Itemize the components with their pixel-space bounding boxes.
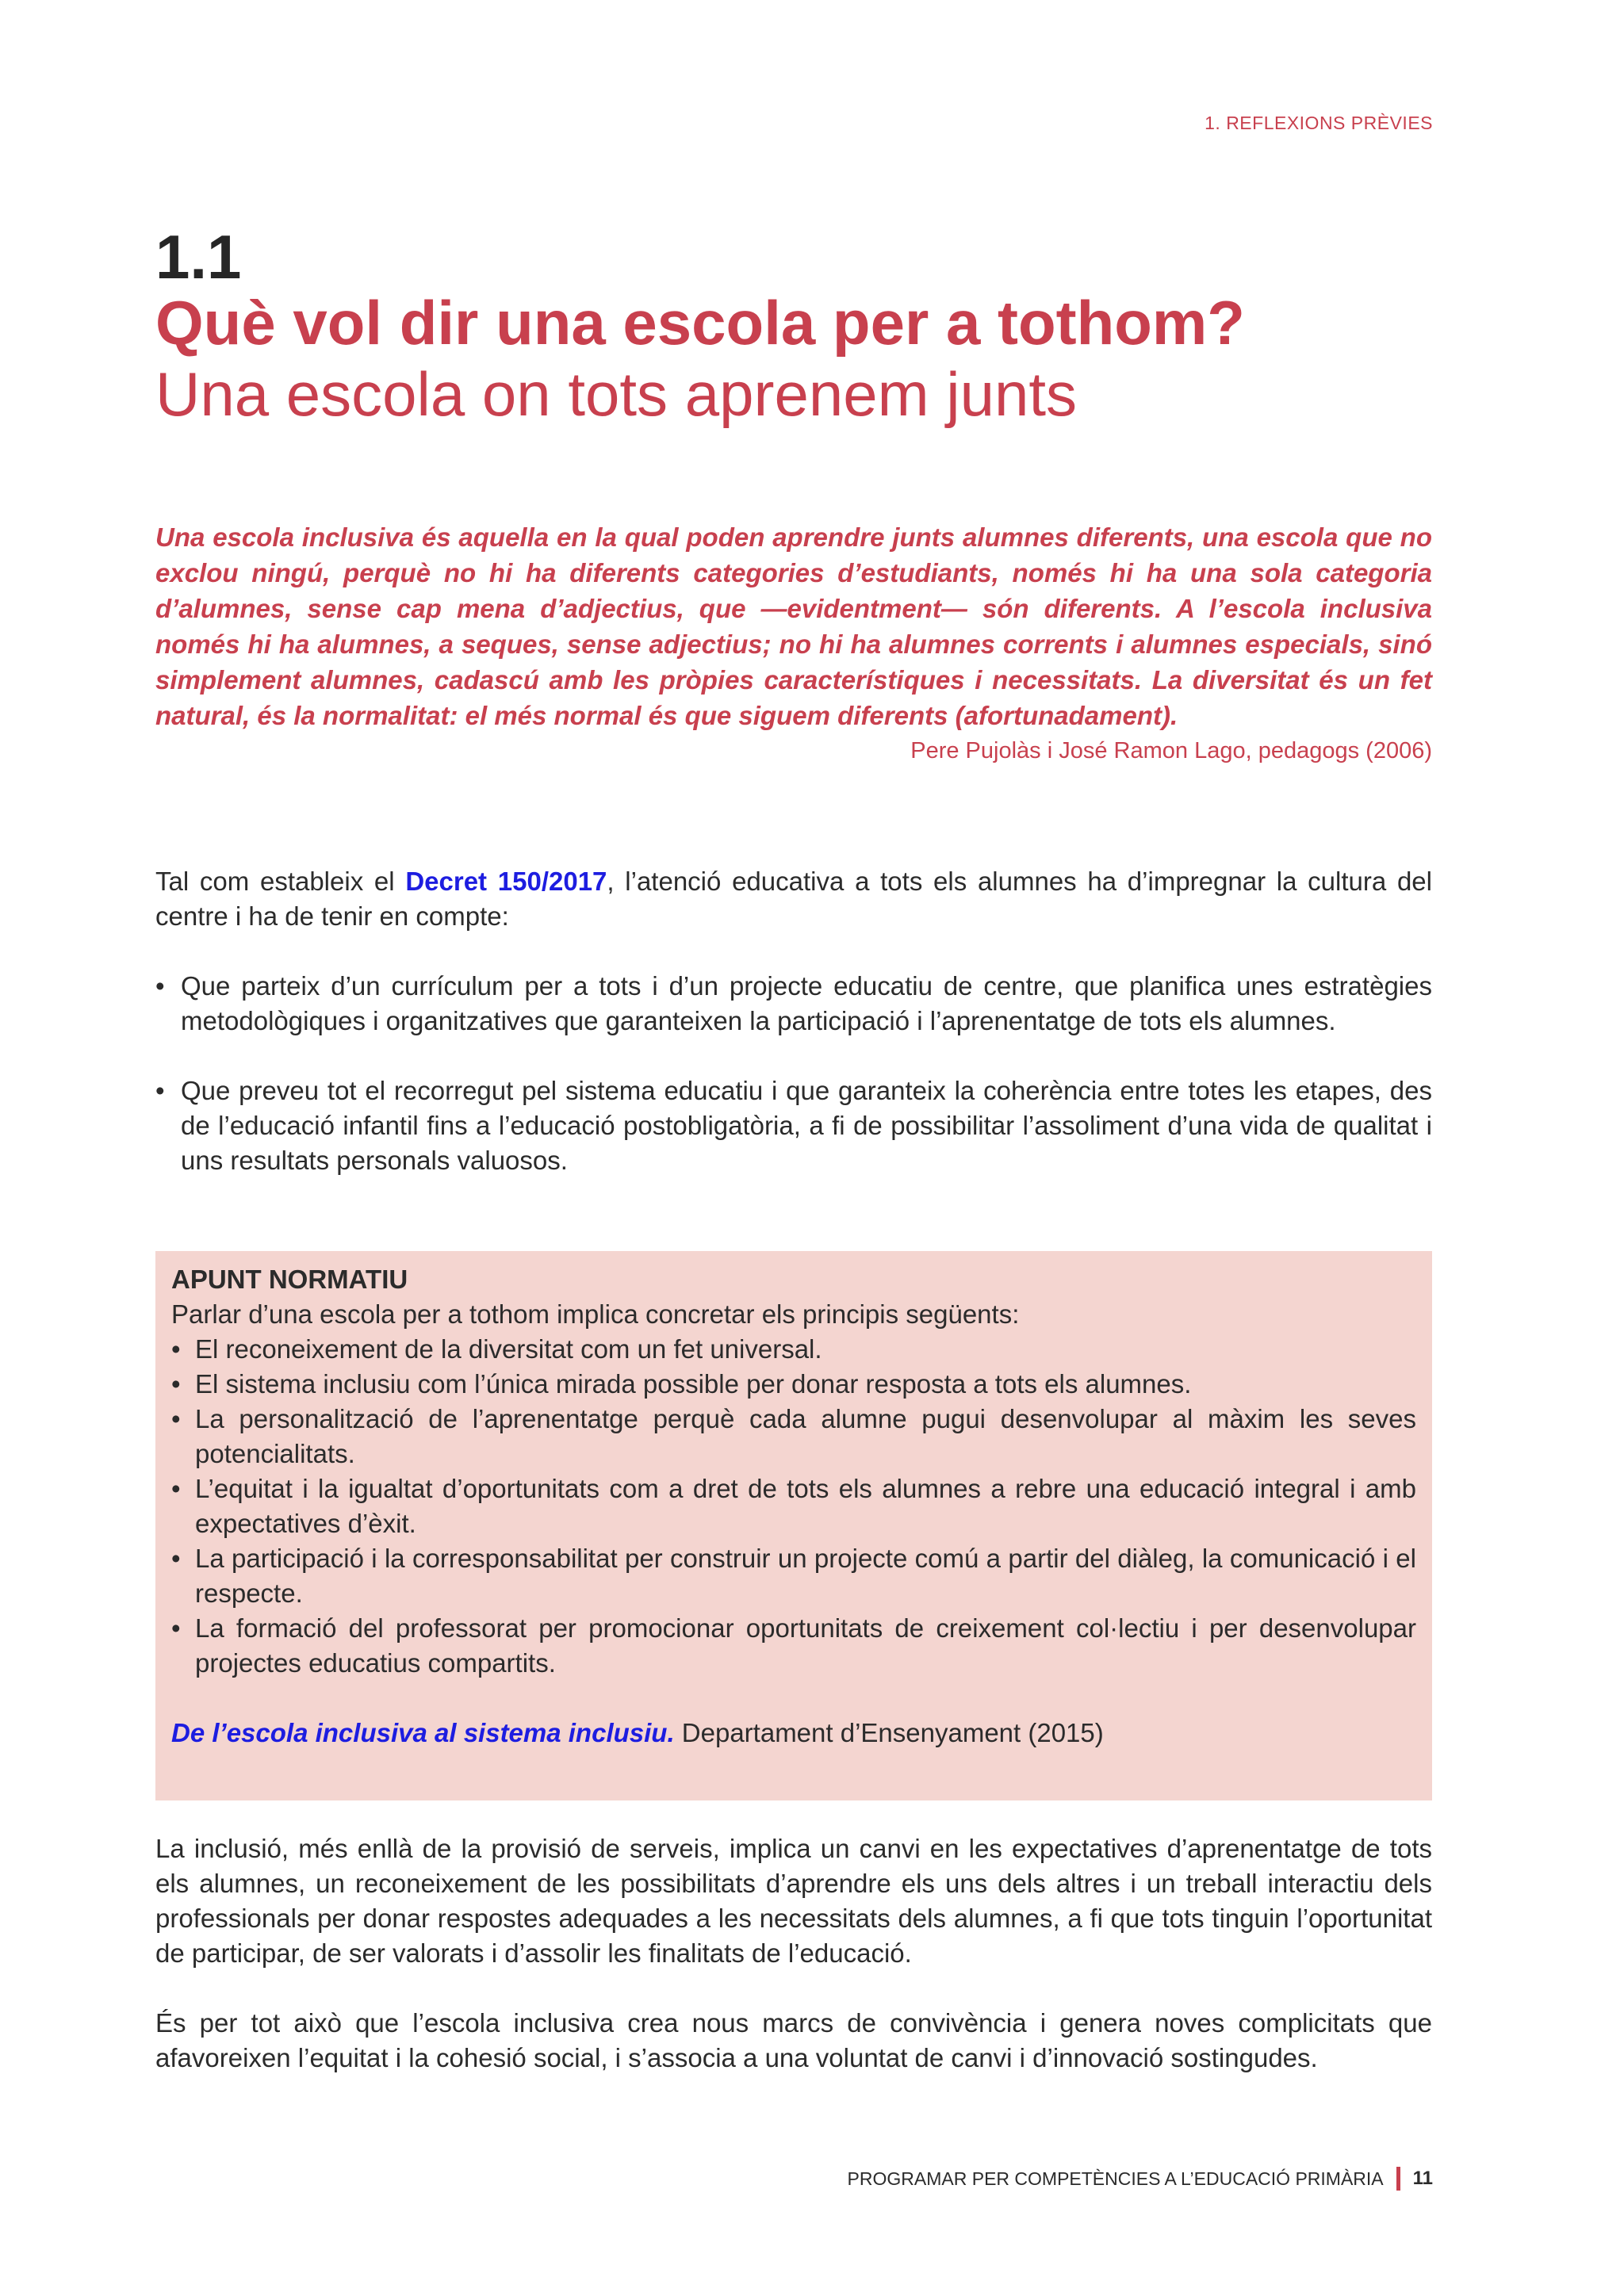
list-item-text: La participació i la corresponsabilitat per construir un projecte comú a partir del diàleg, la comunicació i el respecte. bbox=[195, 1544, 1416, 1608]
decree-link[interactable]: Decret 150/2017 bbox=[405, 867, 607, 896]
list-item bbox=[155, 969, 1432, 1039]
epigraph-quote bbox=[155, 519, 1432, 764]
intro-text-after: , l’atenció educativa a tots els alumnes ha d’impregnar la cultura del centre i ha de tenir en compte: bbox=[155, 867, 1432, 931]
list-item-text: El reconeixement de la diversitat com un fet universal. bbox=[195, 1334, 822, 1364]
list-item bbox=[171, 1402, 1416, 1471]
running-head: 1. REFLEXIONS PRÈVIES bbox=[1205, 113, 1433, 133]
box-lead: Parlar d’una escola per a tothom implica concretar els principis següents: bbox=[171, 1299, 1020, 1329]
intro-text-before: Tal com estableix el bbox=[155, 867, 406, 896]
quote-text: Una escola inclusiva és aquella en la qual poden aprendre junts alumnes diferents, una escola que no exclou ningú, perquè no hi ha diferents categories d’estudiants, només hi ha una sola categoria d’alumnes, sense cap mena d’adjectius, que —evidentment— són diferents. A l’escola inclusiva només hi ha alumnes, a seques, sense adjectius; no hi ha alumnes corrents i alumnes especials, sinó simplement alumnes, cadascú amb les pròpies característiques i necessitats. La diversitat és un fet natural, és la normalitat: el més normal és que siguem diferents (afortunadament). bbox=[155, 522, 1432, 730]
box-title: APUNT NORMATIU bbox=[171, 1265, 408, 1294]
intro-paragraph bbox=[155, 864, 1432, 934]
list-item-text: Que preveu tot el recorregut pel sistema educatiu i que garanteix la coherència entre totes les etapes, des de l’educació infantil fins a l’educació postobligatòria, a fi de possibilitar l’assoliment d’una vida de qualitat i uns resultats personals valuosos. bbox=[181, 1076, 1432, 1175]
list-item bbox=[155, 1073, 1432, 1178]
paragraph: És per tot això que l’escola inclusiva crea nous marcs de convivència i genera noves complicitats que afavoreixen l’equitat i la cohesió social, i s’associa a una voluntat de canvi i d’innovació sostingudes. bbox=[155, 2008, 1432, 2072]
closing-paragraphs bbox=[155, 1831, 1432, 2076]
page-number: 11 bbox=[1412, 2168, 1433, 2189]
bullet-icon: • bbox=[155, 971, 165, 1001]
bullet-icon: • bbox=[171, 1369, 181, 1399]
list-item-text: El sistema inclusiu com l’única mirada possible per donar resposta a tots els alumnes. bbox=[195, 1369, 1192, 1399]
source-publisher: Departament d’Ensenyament (2015) bbox=[674, 1718, 1104, 1747]
list-item bbox=[171, 1541, 1416, 1611]
bullet-icon: • bbox=[171, 1474, 181, 1503]
quote-attribution: Pere Pujolàs i José Ramon Lago, pedagogs (2006) bbox=[910, 738, 1432, 763]
list-item bbox=[171, 1332, 1416, 1367]
box-source bbox=[171, 1716, 1416, 1751]
bullet-icon: • bbox=[171, 1404, 181, 1433]
footer-divider bbox=[1396, 2167, 1400, 2191]
section-number: 1.1 bbox=[155, 222, 242, 292]
box-list bbox=[171, 1332, 1416, 1681]
list-item-text: Que parteix d’un currículum per a tots i d’un projecte educatiu de centre, que planifica unes estratègies metodològiques i organitzatives que garanteixen la participació i l’aprenentatge de tots els alumnes. bbox=[181, 971, 1432, 1035]
section-heading bbox=[155, 222, 1432, 430]
list-item-text: La personalització de l’aprenentatge perquè cada alumne pugui desenvolupar al màxim les seves potencialitats. bbox=[195, 1404, 1416, 1468]
principles-list bbox=[155, 969, 1432, 1178]
list-item bbox=[171, 1367, 1416, 1402]
paragraph: La inclusió, més enllà de la provisió de serveis, implica un canvi en les expectatives d’aprenentatge de tots els alumnes, un reconeixement de les possibilitats d’aprendre els uns dels altres i un treball interactiu dels professionals per donar respostes adequades a les necessitats dels alumnes, a fi que tots tinguin l’oportunitat de participar, de ser valorats i d’assolir les finalitats de l’educació. bbox=[155, 1834, 1432, 1968]
list-item-text: L’equitat i la igualtat d’oportunitats com a dret de tots els alumnes a rebre una educació integral i amb expectatives d’èxit. bbox=[195, 1474, 1416, 1538]
bullet-icon: • bbox=[155, 1076, 165, 1105]
regulatory-note-box bbox=[155, 1251, 1432, 1800]
footer-book-title: PROGRAMAR PER COMPETÈNCIES A L’EDUCACIÓ PRIMÀRIA bbox=[847, 2168, 1384, 2189]
bullet-icon: • bbox=[171, 1334, 181, 1364]
section-title: Què vol dir una escola per a tothom? bbox=[155, 288, 1245, 358]
list-item-text: La formació del professorat per promocionar oportunitats de creixement col·lectiu i per desenvolupar projectes educatius compartits. bbox=[195, 1613, 1416, 1678]
section-subtitle: Una escola on tots aprenem junts bbox=[155, 358, 1078, 429]
source-document-link[interactable]: De l’escola inclusiva al sistema inclusiu. bbox=[171, 1718, 675, 1747]
list-item bbox=[171, 1611, 1416, 1681]
list-item bbox=[171, 1471, 1416, 1541]
page-footer bbox=[848, 2167, 1433, 2191]
bullet-icon: • bbox=[171, 1544, 181, 1573]
bullet-icon: • bbox=[171, 1613, 181, 1643]
